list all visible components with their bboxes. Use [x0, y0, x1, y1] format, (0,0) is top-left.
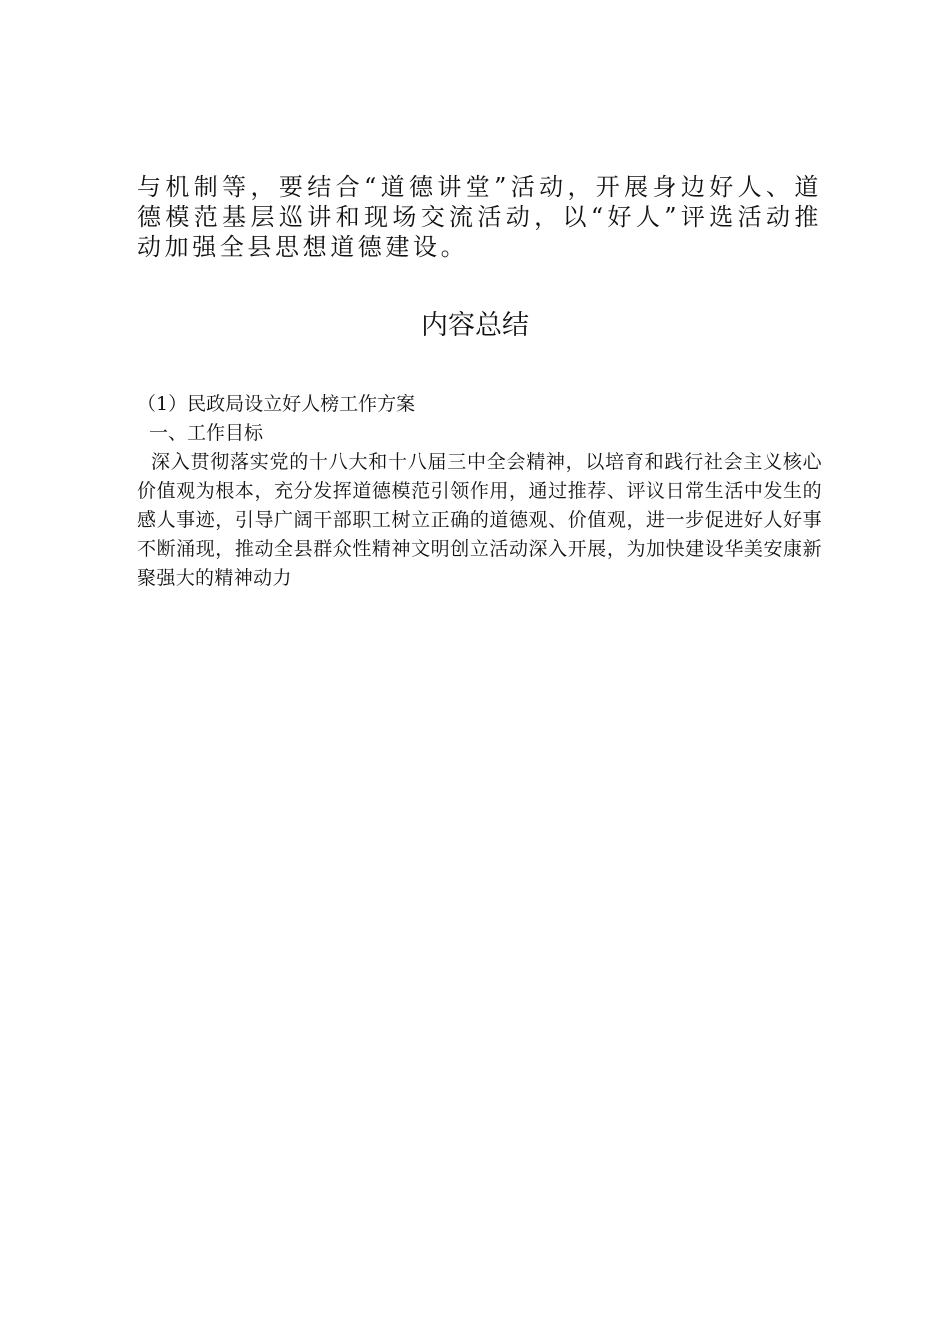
item-heading: （1）民政局设立好人榜工作方案: [137, 393, 416, 415]
continuation-paragraph: 与机制等，要结合“道德讲堂”活动，开展身边好人、道德模范基层巡讲和现场交流活动，以“好人”评选活动推动加强全县思想道德建设。: [137, 173, 822, 261]
summary-body-paragraph: 深入贯彻落实党的十八大和十八届三中全会精神，以培育和践行社会主义核心价值观为根本，充分发挥道德模范引领作用，通过推荐、评议日常生活中发生的感人事迹，引导广阔干部职工树立正确的道德观、价值观，进一步促进好人好事不断涌现，推动全县群众性精神文明创立活动深入开展，为加快建设华美安康新聚强大的精神动力: [137, 451, 822, 589]
summary-section: [137, 390, 822, 593]
section-heading: 一、工作目标: [149, 422, 264, 444]
summary-title: 内容总结: [421, 310, 529, 341]
